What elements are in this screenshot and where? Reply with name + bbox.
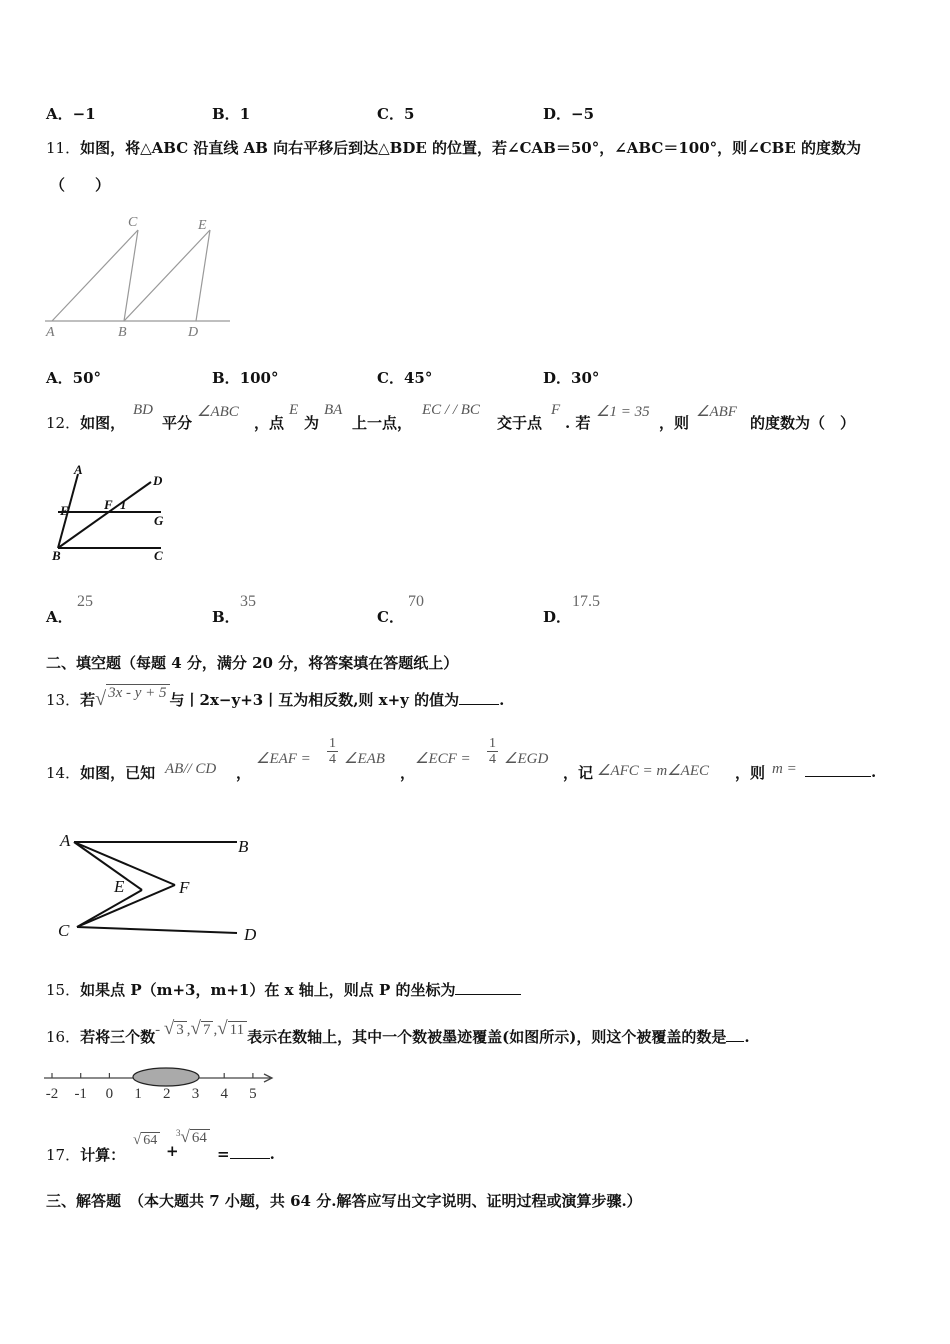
question-text: . <box>744 1028 750 1046</box>
denominator: 4 <box>489 752 496 767</box>
label-e: E <box>198 218 207 233</box>
label-b: B <box>238 837 249 856</box>
comma: , <box>186 1022 191 1038</box>
answer-parentheses: （ ） <box>50 176 111 194</box>
label-a: A <box>46 325 55 340</box>
segment-cd <box>77 927 237 933</box>
equals-sign: = <box>217 1145 230 1163</box>
numerator: 1 <box>329 736 336 751</box>
radical-sign: √ <box>180 1127 190 1146</box>
math-angle-eaf: ∠EAF = <box>256 751 311 767</box>
section-title: 二、填空题（每题 4 分，满分 20 分，将答案填在答题纸上） <box>46 654 459 672</box>
question-number: 11． <box>46 139 81 157</box>
math-angle-eab: ∠EAB <box>344 751 385 767</box>
option-text: −1 <box>72 105 96 123</box>
q17-lead <box>46 1144 125 1165</box>
label-d: D <box>188 325 199 340</box>
axis-tick-label: 5 <box>249 1086 257 1102</box>
radicand: 64 <box>190 1129 210 1147</box>
sqrt-64 <box>133 1132 160 1149</box>
q12-option-a <box>46 606 73 627</box>
radical-sign: √ <box>163 1018 175 1039</box>
question-text: ， <box>400 764 416 782</box>
q14-blank-wrap <box>805 762 876 781</box>
radicand: 3x - y + 5 <box>106 684 169 702</box>
math-ab-parallel-cd: AB// CD <box>165 761 217 777</box>
q10-option-b <box>212 103 250 124</box>
radicand: 64 <box>141 1132 160 1149</box>
label-a: A <box>74 462 83 477</box>
option-text: 30° <box>571 369 600 387</box>
question-text: 计算： <box>80 1146 126 1164</box>
segment-ed <box>196 230 210 321</box>
option-letter: C． <box>377 608 404 626</box>
radical-sign: √ <box>217 1018 228 1039</box>
axis-tick-label: 3 <box>191 1086 200 1102</box>
math-angle-abc: ∠ABC <box>197 404 239 420</box>
axis-tick-label: 2 <box>163 1086 171 1102</box>
q11-option-a <box>46 367 101 388</box>
option-c-value: 70 <box>408 593 424 610</box>
option-letter: B． <box>212 105 240 123</box>
question-text: 若 <box>80 691 96 709</box>
radicand: 11 <box>228 1021 247 1039</box>
label-b: B <box>118 325 127 340</box>
math-angle1: ∠1 = 35 <box>596 404 650 420</box>
question-text: 若将三个数 <box>80 1028 156 1046</box>
answer-blank[interactable] <box>805 762 871 777</box>
segment-fc <box>77 885 175 927</box>
option-letter: B． <box>212 369 240 387</box>
segment-ac <box>52 230 138 321</box>
segment-ec <box>77 890 142 927</box>
segment-bd <box>58 482 151 548</box>
option-letter: A． <box>46 105 73 123</box>
q12-lead <box>46 412 125 433</box>
question-text: ，点 <box>254 414 285 432</box>
question-number: 14． <box>46 764 81 782</box>
answer-blank[interactable] <box>455 980 521 995</box>
option-letter: C． <box>377 105 404 123</box>
q16-number-line <box>42 1064 274 1104</box>
option-d-value: 17.5 <box>572 593 600 610</box>
q13 <box>46 685 505 711</box>
ink-blot <box>133 1068 199 1086</box>
label-d: D <box>244 925 257 944</box>
label-e: E <box>60 503 69 518</box>
q12-option-d <box>543 606 571 627</box>
question-text: ，则 <box>735 764 766 782</box>
label-d: D <box>153 473 163 488</box>
q11-figure <box>40 212 240 342</box>
question-number: 16． <box>46 1028 81 1046</box>
q10-option-d <box>543 103 594 124</box>
q12-option-b <box>212 606 240 627</box>
question-text: 如果点 P（m+3，m+1）在 x 轴上，则点 P 的坐标为 <box>80 981 456 999</box>
q17-tail <box>217 1144 275 1163</box>
question-text: 交于点 <box>497 414 543 432</box>
math-angle-abf: ∠ABF <box>696 404 737 420</box>
question-text: ，记 <box>563 764 594 782</box>
section-title: 三、解答题 <box>46 1192 122 1210</box>
segment-be <box>124 230 210 321</box>
radical-sign: √ <box>95 688 107 710</box>
math-angle-egd: ∠EGD <box>504 751 549 767</box>
math-f: F <box>551 402 561 418</box>
radical-sign: √ <box>190 1018 201 1039</box>
numerator: 1 <box>489 736 496 751</box>
minus-sign: - <box>155 1022 164 1038</box>
label-c: C <box>58 921 70 940</box>
option-text: 45° <box>403 369 433 387</box>
question-text: 如图， <box>80 414 126 432</box>
math-ec-parallel-bc: EC / / BC <box>422 402 480 418</box>
label-c: C <box>154 548 163 563</box>
question-text: 上一点， <box>352 414 413 432</box>
answer-blank[interactable] <box>230 1144 270 1159</box>
option-a-value: 25 <box>77 593 93 610</box>
option-text: 1 <box>239 105 251 123</box>
axis-tick-label: 4 <box>220 1086 228 1102</box>
option-b-value: 35 <box>240 593 256 610</box>
root-index: 3 <box>176 1128 181 1138</box>
fraction-quarter <box>487 736 498 767</box>
axis-tick-label: -1 <box>74 1086 87 1102</box>
option-letter: A． <box>46 369 73 387</box>
q15 <box>46 979 521 1000</box>
q11-option-d <box>543 367 599 388</box>
math-ba: BA <box>324 402 343 418</box>
question-text: . <box>871 763 877 781</box>
label-e: E <box>114 877 125 896</box>
q11-option-b <box>212 367 279 388</box>
math-m: m = <box>772 761 797 777</box>
radicand: 7 <box>201 1021 214 1039</box>
section-note: （本大题共 7 小题，共 64 分.解答应写出文字说明、证明过程或演算步骤.） <box>129 1192 642 1210</box>
question-number: 13． <box>46 691 81 709</box>
q10-option-a <box>46 103 96 124</box>
question-number: 12． <box>46 414 81 432</box>
answer-blank[interactable] <box>459 690 499 705</box>
question-text: 表示在数轴上，其中一个数被墨迹覆盖(如图所示)，则这个被覆盖的数是 <box>247 1028 727 1046</box>
cbrt-64 <box>176 1127 210 1147</box>
q12-option-c <box>377 606 404 627</box>
option-letter: B． <box>212 608 240 626</box>
question-text: 如图，将△ABC 沿直线 AB 向右平移后到达△BDE 的位置，若∠CAB＝50°，∠ABC＝100°，则∠CBE 的度数为 <box>80 139 861 157</box>
math-e: E <box>289 402 299 418</box>
question-text: ，则 <box>659 414 690 432</box>
option-letter: D． <box>543 105 572 123</box>
question-text: . <box>499 691 505 709</box>
option-text: 5 <box>403 105 415 123</box>
question-number: 17． <box>46 1146 81 1164</box>
label-angle1: 1 <box>120 497 127 512</box>
plus-sign: + <box>166 1142 179 1160</box>
question-text: 平分 <box>162 414 193 432</box>
q12-figure <box>46 462 176 567</box>
option-letter: A． <box>46 608 73 626</box>
math-angle-ecf: ∠ECF = <box>415 751 471 767</box>
label-a: A <box>60 831 71 850</box>
question-text: 与丨2x−y+3丨互为相反数,则 x+y 的值为 <box>169 691 460 709</box>
label-g: G <box>154 513 164 528</box>
comma: , <box>213 1022 218 1038</box>
radicand: 3 <box>174 1021 187 1039</box>
question-number: 15． <box>46 981 81 999</box>
q14-lead <box>46 762 155 783</box>
fraction-quarter <box>327 736 338 767</box>
denominator: 4 <box>329 752 336 767</box>
label-f: F <box>179 878 190 897</box>
label-b: B <box>52 548 61 563</box>
q10-option-c <box>377 103 414 124</box>
answer-blank[interactable] <box>726 1027 744 1042</box>
segment-cb <box>124 230 138 321</box>
label-c: C <box>128 215 138 230</box>
option-text: 100° <box>239 369 279 387</box>
math-angle-afc: ∠AFC = m∠AEC <box>597 763 710 779</box>
question-text: . 若 <box>565 414 591 432</box>
label-f: F <box>104 497 113 512</box>
q14-figure <box>52 822 272 947</box>
radical-sign: √ <box>133 1132 142 1148</box>
question-text: ， <box>236 764 252 782</box>
q11-stem <box>46 137 861 158</box>
math-bd: BD <box>133 402 153 418</box>
option-text: 50° <box>72 369 102 387</box>
question-text: . <box>269 1145 275 1163</box>
question-text: 如图，已知 <box>80 764 156 782</box>
q16 <box>46 1018 750 1048</box>
option-text: −5 <box>571 105 595 123</box>
numbers-list <box>155 1018 247 1039</box>
option-letter: C． <box>377 369 404 387</box>
question-text: 为 <box>304 414 320 432</box>
q11-option-c <box>377 367 432 388</box>
section3 <box>46 1190 642 1211</box>
option-letter: D． <box>543 369 572 387</box>
option-letter: D． <box>543 608 572 626</box>
axis-tick-label: 0 <box>105 1086 114 1102</box>
axis-tick-label: -2 <box>45 1086 59 1102</box>
axis-tick-label: 1 <box>134 1086 142 1102</box>
question-text: 的度数为（ ） <box>750 414 856 432</box>
